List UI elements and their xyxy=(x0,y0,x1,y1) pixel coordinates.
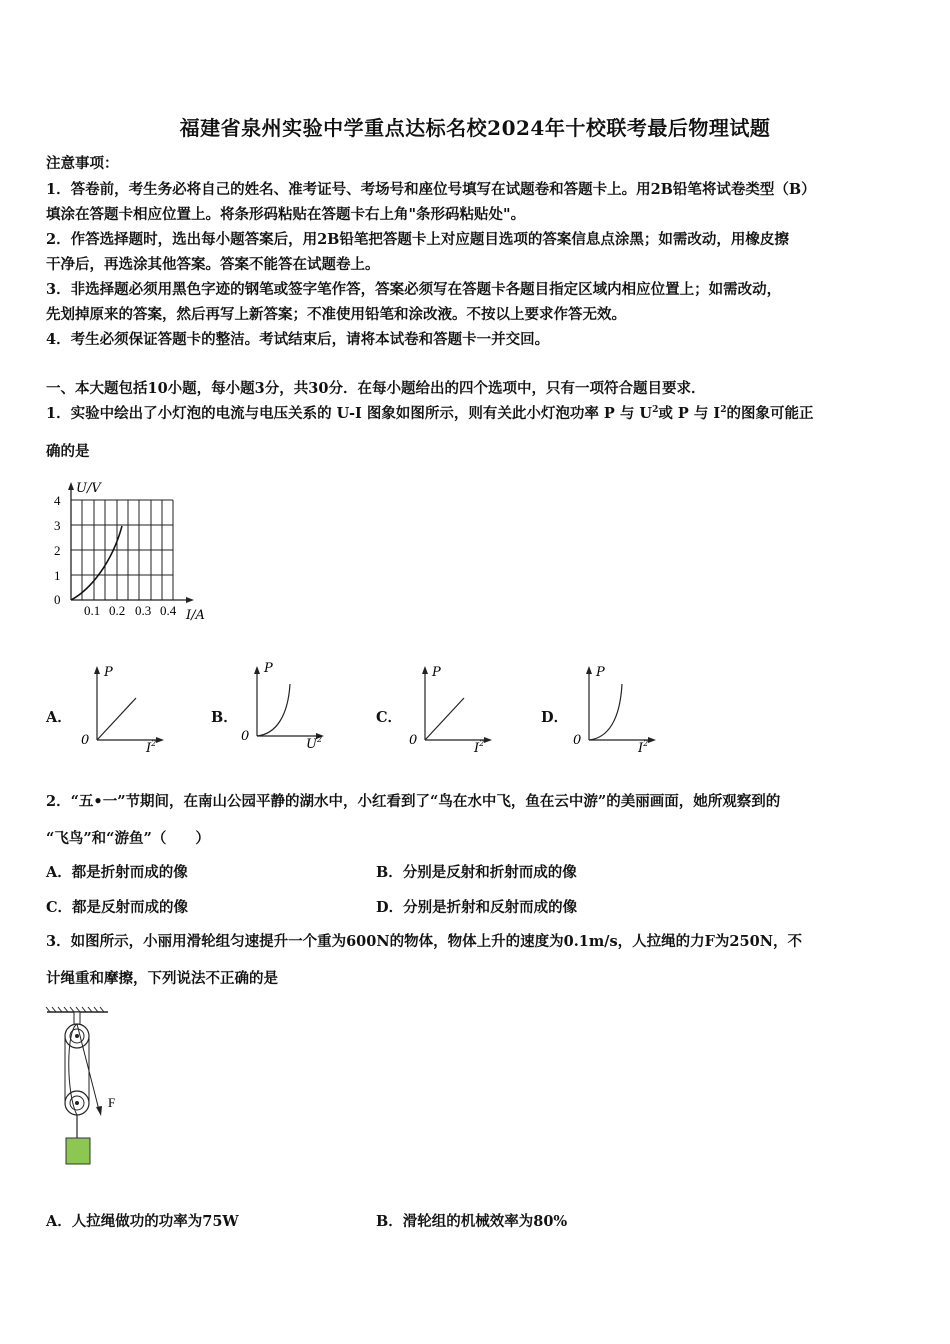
origin-label: 0 xyxy=(573,733,582,748)
origin-label: 0 xyxy=(81,733,90,748)
notice-line: 3．非选择题必须用黑色字迹的钢笔或签字笔作答，答案必须写在答题卡各题目指定区域内相应位置上；如需改动， xyxy=(46,281,782,298)
question-1-stem-cont: 确的是 xyxy=(46,443,90,460)
x-label: $I^2$ xyxy=(146,739,157,755)
notice-line: 填涂在答题卡相应位置上。将条形码粘贴在答题卡右上角"条形码粘贴处"。 xyxy=(46,206,526,223)
notice-line: 2．作答选择题时，选出每小题答案后，用2B铅笔把答题卡上对应题目选项的答案信息点涂黑；如需改动，用橡皮擦 xyxy=(46,231,789,248)
q2-option-b[interactable]: B．分别是反射和折射而成的像 xyxy=(376,864,577,881)
x-tick: 0.1 xyxy=(84,603,101,618)
ui-curve xyxy=(71,526,122,600)
q2-option-d[interactable]: D．分别是折射和反射而成的像 xyxy=(376,899,578,916)
p-label: P xyxy=(596,665,605,680)
q2-option-a[interactable]: A．都是折射而成的像 xyxy=(46,864,188,881)
q2-option-c[interactable]: C．都是反射而成的像 xyxy=(46,899,189,916)
ui-graph xyxy=(50,478,220,628)
x-label: $I^2$ xyxy=(638,739,649,755)
q1-option-c-label[interactable]: C． xyxy=(376,709,403,726)
section-heading: 一、本大题包括10小题，每小题3分，共30分．在每小题给出的四个选项中，只有一项符合题目要求． xyxy=(46,380,706,397)
question-1-stem: 1．实验中绘出了小灯泡的电流与电压关系的 U-I 图象如图所示，则有关此小灯泡功率 P 与 $U^2$或 P 与 $I^2$的图象可能正 xyxy=(46,405,814,422)
q1-option-a-graph xyxy=(78,660,173,755)
q1-option-d-graph xyxy=(570,660,665,755)
question-3-stem: 3．如图所示，小丽用滑轮组匀速提升一个重为600N的物体，物体上升的速度为0.1m/s，人拉绳的力F为250N，不 xyxy=(46,933,802,950)
p-label: P xyxy=(104,665,113,680)
notice-line: 4．考生必须保证答题卡的整洁。考试结束后，请将本试卷和答题卡一并交回。 xyxy=(46,331,550,348)
y-tick: 0 xyxy=(54,592,61,607)
q1-option-b-graph xyxy=(238,656,333,751)
notice-line: 1．答卷前，考生务必将自己的姓名、准考证号、考场号和座位号填写在试题卷和答题卡上。用2B铅笔将试卷类型（B） xyxy=(46,181,816,198)
x-label: $I^2$ xyxy=(474,739,485,755)
question-2-stem-cont: “飞鸟”和“游鱼”（ ） xyxy=(46,830,210,847)
page-title: 福建省泉州实验中学重点达标名校2024年十校联考最后物理试题 xyxy=(179,116,771,140)
q1-option-a-label[interactable]: A． xyxy=(46,709,72,726)
question-2-stem: 2．“五•一”节期间，在南山公园平静的湖水中，小红看到了“鸟在水中飞，鱼在云中游”的美丽画面，她所观察到的 xyxy=(46,793,781,810)
x-axis-label: I/A xyxy=(186,608,205,623)
weight-block xyxy=(66,1138,90,1164)
origin-label: 0 xyxy=(241,729,250,744)
q1-option-b-label[interactable]: B． xyxy=(211,709,238,726)
y-axis-label: U/V xyxy=(76,481,101,496)
p-label: P xyxy=(264,661,273,676)
question-3-stem-cont: 计绳重和摩擦，下列说法不正确的是 xyxy=(46,970,278,987)
y-tick: 4 xyxy=(54,493,61,508)
q1-option-d-label[interactable]: D． xyxy=(541,709,569,726)
p-label: P xyxy=(432,665,441,680)
pulley-diagram xyxy=(44,1006,134,1168)
x-tick: 0.4 xyxy=(160,603,177,618)
q3-option-a[interactable]: A．人拉绳做功的功率为75W xyxy=(46,1213,239,1230)
y-tick: 3 xyxy=(54,518,61,533)
q1-option-c-graph xyxy=(406,660,501,755)
x-label: $U^2$ xyxy=(306,735,323,751)
force-label: F xyxy=(108,1095,116,1110)
y-tick: 2 xyxy=(54,543,61,558)
origin-label: 0 xyxy=(409,733,418,748)
notice-line: 先划掉原来的答案，然后再写上新答案；不准使用铅笔和涂改液。不按以上要求作答无效。 xyxy=(46,306,626,323)
x-tick: 0.3 xyxy=(135,603,152,618)
notice-heading: 注意事项： xyxy=(46,155,119,172)
x-tick: 0.2 xyxy=(109,603,126,618)
y-tick: 1 xyxy=(54,568,61,583)
notice-line: 干净后，再选涂其他答案。答案不能答在试题卷上。 xyxy=(46,256,380,273)
q3-option-b[interactable]: B．滑轮组的机械效率为80% xyxy=(376,1213,568,1230)
